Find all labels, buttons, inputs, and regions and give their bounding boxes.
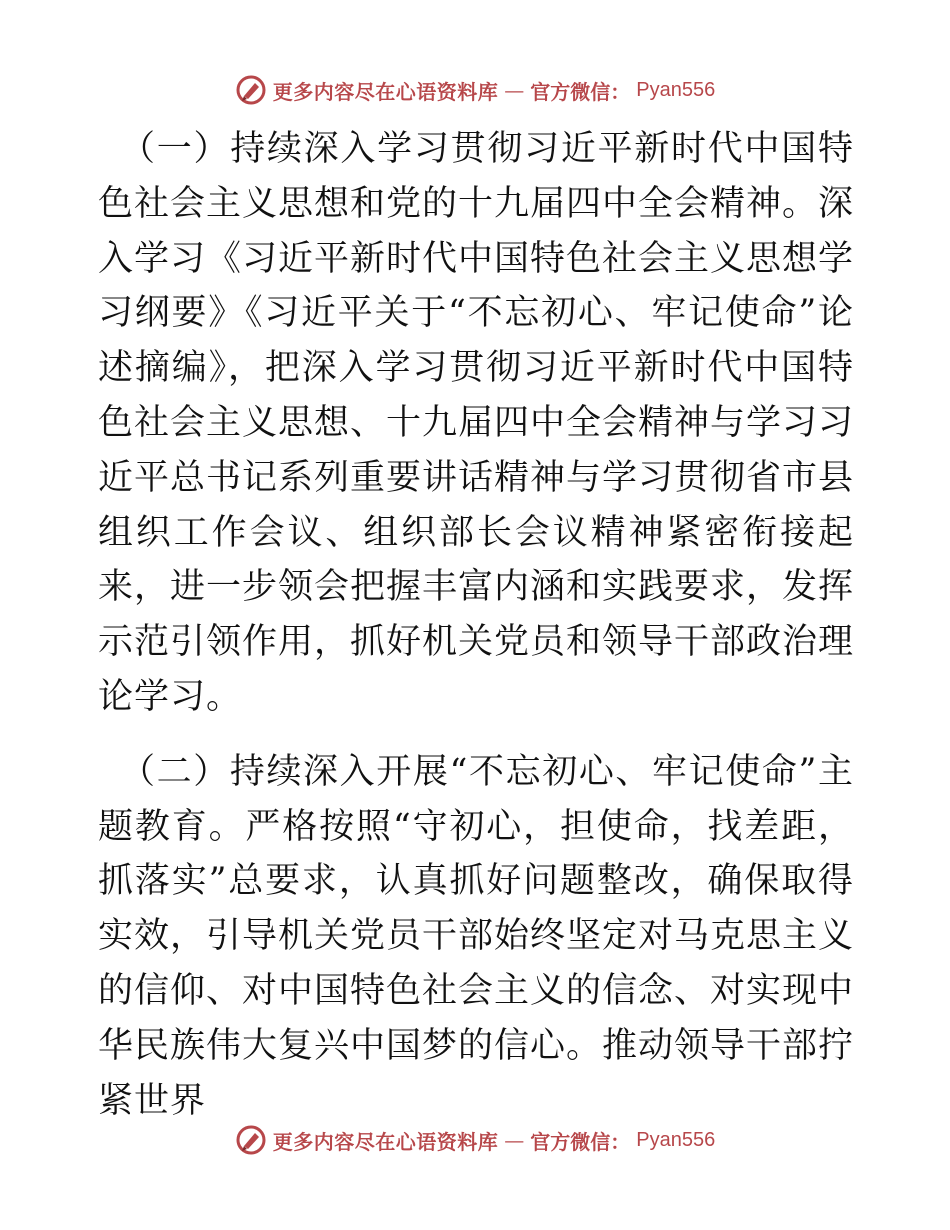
watermark-separator: — [504,1128,525,1152]
footer-watermark [0,1120,950,1160]
watermark-text: 更多内容尽在心语资料库 [272,1129,499,1154]
watermark-label: 官方微信： [530,79,631,104]
watermark-id: Pyan556 [636,78,716,101]
watermark-separator: — [504,78,525,102]
document-body [98,122,854,1148]
watermark-id: Pyan556 [636,1128,716,1151]
paragraph-1: （一）持续深入学习贯彻习近平新时代中国特色社会主义思想和党的十九届四中全会精神。深入学习《习近平新时代中国特色社会主义思想学习纲要》《习近平关于“不忘初心、牢记使命”论述摘编》，把深入学习贯彻习近平新时代中国特色社会主义思想、十九届四中全会精神与学习习近平总书记系列重要讲话精神与学习贯彻省市县组织工作会议、组织部长会议精神紧密衔接起来，进一步领会把握丰富内涵和实践要求，发挥示范引领作用，抓好机关党员和领导干部政治理论学习。 [98,129,855,717]
paragraph-2: （二）持续深入开展“不忘初心、牢记使命”主题教育。严格按照“守初心，担使命，找差距，抓落实”总要求，认真抓好问题整改，确保取得实效，引导机关党员干部始终坚定对马克思主义的信仰、对中国特色社会主义的信念、对实现中华民族伟大复兴中国梦的信心。推动领导干部拧紧世界 [98,751,855,1121]
watermark-text: 更多内容尽在心语资料库 [272,79,499,104]
pen-logo-icon [235,74,267,106]
pen-logo-icon [235,1124,267,1156]
watermark-label: 官方微信： [530,1129,631,1154]
header-watermark [0,70,950,110]
